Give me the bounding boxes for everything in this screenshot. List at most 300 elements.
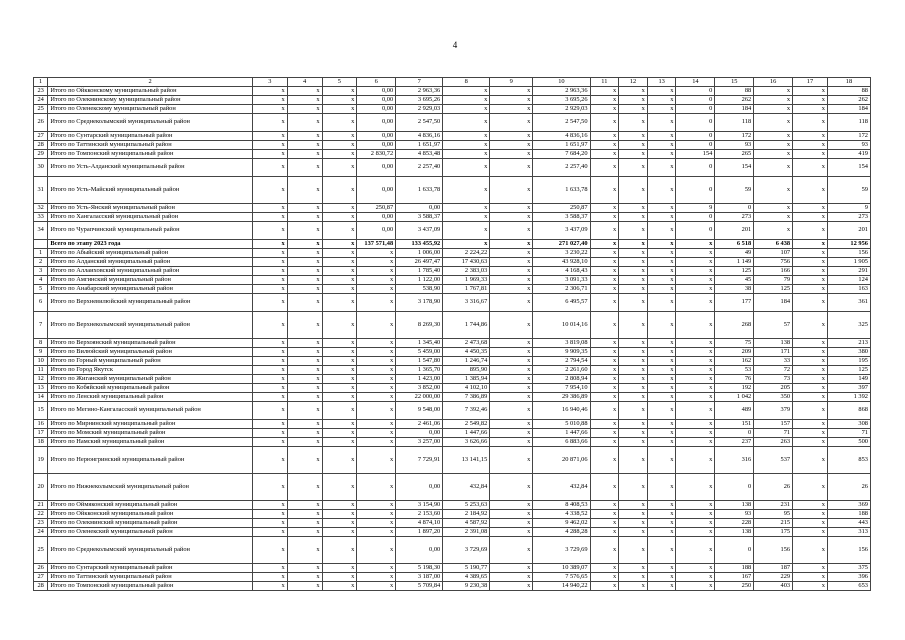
value-cell: 138: [715, 528, 754, 537]
table-row: [34, 393, 871, 402]
column-number-cell: 18: [827, 78, 870, 87]
value-cell: x: [676, 447, 715, 474]
value-cell: 0,00: [396, 537, 443, 564]
value-cell: 4 450,35: [443, 348, 490, 357]
value-cell: 75: [715, 339, 754, 348]
value-cell: x: [590, 213, 619, 222]
row-number-cell: 12: [34, 375, 48, 384]
value-cell: x: [647, 240, 676, 249]
value-cell: x: [252, 339, 287, 348]
value-cell: x: [357, 429, 396, 438]
value-cell: x: [647, 447, 676, 474]
value-cell: 2 473,68: [443, 339, 490, 348]
value-cell: x: [590, 285, 619, 294]
district-name-cell: Итого по Намский муниципальный район: [48, 438, 253, 447]
value-cell: 29 386,89: [533, 393, 590, 402]
value-cell: x: [490, 159, 533, 177]
value-cell: x: [793, 267, 828, 276]
column-number-cell: 7: [396, 78, 443, 87]
value-cell: x: [590, 276, 619, 285]
row-number-cell: 3: [34, 267, 48, 276]
value-cell: 3 230,22: [533, 249, 590, 258]
value-cell: x: [676, 294, 715, 312]
value-cell: x: [676, 519, 715, 528]
value-cell: x: [619, 249, 648, 258]
value-cell: x: [590, 420, 619, 429]
value-cell: x: [287, 213, 322, 222]
value-cell: x: [322, 366, 357, 375]
row-number-cell: 2: [34, 258, 48, 267]
value-cell: 1 744,86: [443, 312, 490, 339]
value-cell: 273: [827, 213, 870, 222]
value-cell: 9 230,38: [443, 582, 490, 591]
value-cell: 229: [754, 573, 793, 582]
value-cell: x: [590, 366, 619, 375]
value-cell: 53: [715, 366, 754, 375]
value-cell: x: [619, 87, 648, 96]
value-cell: x: [793, 564, 828, 573]
value-cell: 2 929,03: [396, 105, 443, 114]
value-cell: x: [490, 348, 533, 357]
value-cell: x: [252, 474, 287, 501]
row-number-cell: 25: [34, 105, 48, 114]
row-number-cell: 14: [34, 393, 48, 402]
value-cell: 118: [827, 114, 870, 132]
value-cell: 1 042: [715, 393, 754, 402]
value-cell: x: [490, 87, 533, 96]
value-cell: x: [619, 240, 648, 249]
value-cell: 205: [754, 384, 793, 393]
value-cell: 0,00: [396, 429, 443, 438]
value-cell: 3 695,26: [533, 96, 590, 105]
value-cell: x: [793, 348, 828, 357]
value-cell: 7 954,10: [533, 384, 590, 393]
value-cell: x: [252, 429, 287, 438]
value-cell: 1 633,78: [396, 177, 443, 204]
table-row: [34, 312, 871, 339]
column-number-cell: 16: [754, 78, 793, 87]
value-cell: x: [619, 564, 648, 573]
value-cell: x: [322, 258, 357, 267]
value-cell: x: [676, 393, 715, 402]
district-name-cell: Итого по Анабарский муниципальный район: [48, 285, 253, 294]
value-cell: x: [647, 429, 676, 438]
value-cell: 250,87: [357, 204, 396, 213]
value-cell: 184: [827, 105, 870, 114]
value-cell: x: [590, 222, 619, 240]
value-cell: x: [619, 348, 648, 357]
value-cell: 2 549,82: [443, 420, 490, 429]
value-cell: x: [287, 429, 322, 438]
value-cell: 195: [827, 357, 870, 366]
value-cell: 149: [827, 375, 870, 384]
row-number-cell: 27: [34, 573, 48, 582]
value-cell: x: [676, 420, 715, 429]
value-cell: x: [252, 105, 287, 114]
value-cell: x: [490, 204, 533, 213]
value-cell: x: [287, 402, 322, 420]
value-cell: 7 729,91: [396, 447, 443, 474]
value-cell: 20 871,06: [533, 447, 590, 474]
value-cell: x: [590, 438, 619, 447]
value-cell: 8 408,53: [533, 501, 590, 510]
value-cell: x: [676, 267, 715, 276]
value-cell: x: [252, 393, 287, 402]
row-number-cell: 32: [34, 204, 48, 213]
value-cell: x: [647, 348, 676, 357]
value-cell: x: [322, 222, 357, 240]
table-row: [34, 177, 871, 204]
column-number-cell: 2: [48, 78, 253, 87]
value-cell: x: [647, 276, 676, 285]
value-cell: 0: [715, 204, 754, 213]
value-cell: x: [252, 384, 287, 393]
value-cell: x: [590, 150, 619, 159]
table-row: [34, 249, 871, 258]
value-cell: x: [590, 393, 619, 402]
value-cell: x: [793, 87, 828, 96]
value-cell: 3 729,69: [533, 537, 590, 564]
value-cell: 59: [827, 177, 870, 204]
value-cell: x: [252, 582, 287, 591]
value-cell: x: [793, 312, 828, 339]
value-cell: x: [754, 96, 793, 105]
value-cell: 263: [754, 438, 793, 447]
value-cell: x: [793, 204, 828, 213]
value-cell: x: [287, 573, 322, 582]
value-cell: x: [647, 510, 676, 519]
value-cell: x: [322, 240, 357, 249]
value-cell: x: [647, 204, 676, 213]
value-cell: 213: [827, 339, 870, 348]
value-cell: 1 969,33: [443, 276, 490, 285]
value-cell: x: [676, 276, 715, 285]
value-cell: 369: [827, 501, 870, 510]
table-row: [34, 474, 871, 501]
value-cell: x: [647, 87, 676, 96]
value-cell: x: [443, 105, 490, 114]
value-cell: x: [754, 213, 793, 222]
value-cell: 895,90: [443, 366, 490, 375]
value-cell: 1 006,00: [396, 249, 443, 258]
value-cell: 1 905: [827, 258, 870, 267]
value-cell: x: [490, 537, 533, 564]
value-cell: x: [793, 114, 828, 132]
row-number-cell: 4: [34, 276, 48, 285]
value-cell: x: [322, 393, 357, 402]
value-cell: x: [357, 402, 396, 420]
value-cell: x: [590, 573, 619, 582]
table-row: [34, 384, 871, 393]
value-cell: x: [322, 285, 357, 294]
value-cell: 26: [754, 474, 793, 501]
value-cell: x: [619, 519, 648, 528]
value-cell: 209: [715, 348, 754, 357]
value-cell: x: [793, 582, 828, 591]
value-cell: 0,00: [357, 105, 396, 114]
value-cell: 156: [827, 537, 870, 564]
district-name-cell: Итого по Верхневилюйский муниципальный район: [48, 294, 253, 312]
value-cell: x: [676, 537, 715, 564]
value-cell: 3 588,37: [533, 213, 590, 222]
value-cell: x: [357, 528, 396, 537]
value-cell: x: [287, 564, 322, 573]
value-cell: x: [676, 402, 715, 420]
value-cell: 6 495,57: [533, 294, 590, 312]
table-row: [34, 87, 871, 96]
value-cell: x: [647, 258, 676, 267]
value-cell: x: [490, 384, 533, 393]
value-cell: x: [590, 348, 619, 357]
value-cell: x: [647, 375, 676, 384]
value-cell: 156: [827, 249, 870, 258]
value-cell: x: [252, 438, 287, 447]
value-cell: x: [490, 474, 533, 501]
value-cell: x: [647, 573, 676, 582]
value-cell: 653: [827, 582, 870, 591]
row-number-cell: 25: [34, 537, 48, 564]
table-row: [34, 285, 871, 294]
district-name-cell: Итого по Горный муниципальный район: [48, 357, 253, 366]
value-cell: x: [647, 528, 676, 537]
value-cell: 5 198,30: [396, 564, 443, 573]
table-row: [34, 510, 871, 519]
value-cell: x: [619, 528, 648, 537]
value-cell: 6 438: [754, 240, 793, 249]
value-cell: 156: [754, 537, 793, 564]
value-cell: 0: [676, 96, 715, 105]
value-cell: 350: [754, 393, 793, 402]
value-cell: x: [647, 366, 676, 375]
value-cell: x: [647, 213, 676, 222]
value-cell: x: [490, 285, 533, 294]
value-cell: 5 190,77: [443, 564, 490, 573]
value-cell: 7 576,65: [533, 573, 590, 582]
value-cell: 5 010,88: [533, 420, 590, 429]
value-cell: 1 447,66: [533, 429, 590, 438]
value-cell: x: [490, 213, 533, 222]
value-cell: x: [490, 357, 533, 366]
value-cell: 72: [754, 366, 793, 375]
value-cell: 0,00: [357, 87, 396, 96]
row-number-cell: [34, 240, 48, 249]
value-cell: x: [590, 447, 619, 474]
table-row: [34, 357, 871, 366]
value-cell: 13 141,15: [443, 447, 490, 474]
value-cell: x: [590, 267, 619, 276]
value-cell: x: [287, 276, 322, 285]
value-cell: x: [619, 294, 648, 312]
value-cell: x: [252, 357, 287, 366]
value-cell: x: [590, 375, 619, 384]
value-cell: 0,00: [357, 141, 396, 150]
value-cell: 3 437,09: [396, 222, 443, 240]
value-cell: x: [619, 339, 648, 348]
value-cell: x: [793, 528, 828, 537]
value-cell: x: [443, 114, 490, 132]
value-cell: x: [287, 114, 322, 132]
value-cell: x: [287, 267, 322, 276]
value-cell: 71: [827, 429, 870, 438]
value-cell: 88: [827, 87, 870, 96]
value-cell: 268: [715, 312, 754, 339]
district-name-cell: Итого по Аллаиховский муниципальный район: [48, 267, 253, 276]
value-cell: x: [357, 258, 396, 267]
value-cell: x: [357, 420, 396, 429]
value-cell: x: [619, 204, 648, 213]
value-cell: x: [490, 150, 533, 159]
value-cell: x: [793, 402, 828, 420]
value-cell: x: [619, 501, 648, 510]
value-cell: x: [676, 285, 715, 294]
value-cell: 756: [754, 258, 793, 267]
value-cell: x: [443, 87, 490, 96]
value-cell: 49: [715, 249, 754, 258]
value-cell: x: [443, 96, 490, 105]
value-cell: x: [676, 339, 715, 348]
value-cell: x: [754, 141, 793, 150]
table-row: [34, 213, 871, 222]
value-cell: x: [619, 393, 648, 402]
value-cell: x: [322, 339, 357, 348]
value-cell: 57: [754, 312, 793, 339]
value-cell: x: [676, 384, 715, 393]
value-cell: x: [357, 312, 396, 339]
value-cell: 379: [754, 402, 793, 420]
value-cell: 118: [715, 114, 754, 132]
district-name-cell: Итого по Мегино-Кангаласский муниципальный район: [48, 402, 253, 420]
table-row: [34, 276, 871, 285]
value-cell: 9: [676, 204, 715, 213]
value-cell: x: [322, 438, 357, 447]
district-name-cell: Итого по Томпонский муниципальный район: [48, 582, 253, 591]
value-cell: 538,90: [396, 285, 443, 294]
total-row: [34, 240, 871, 249]
column-number-cell: 12: [619, 78, 648, 87]
value-cell: 1 547,80: [396, 357, 443, 366]
value-cell: x: [357, 474, 396, 501]
value-cell: x: [287, 348, 322, 357]
value-cell: x: [676, 474, 715, 501]
value-cell: x: [357, 375, 396, 384]
value-cell: x: [793, 213, 828, 222]
value-cell: x: [647, 96, 676, 105]
value-cell: x: [793, 420, 828, 429]
value-cell: x: [793, 384, 828, 393]
value-cell: 231: [754, 501, 793, 510]
value-cell: x: [590, 528, 619, 537]
value-cell: 22 000,00: [396, 393, 443, 402]
value-cell: 26 497,47: [396, 258, 443, 267]
value-cell: x: [590, 258, 619, 267]
row-number-cell: 15: [34, 402, 48, 420]
value-cell: x: [647, 177, 676, 204]
value-cell: 0,00: [396, 474, 443, 501]
row-number-cell: 27: [34, 132, 48, 141]
value-cell: 2 794,54: [533, 357, 590, 366]
district-name-cell: Итого по Оймяконский муниципальный район: [48, 501, 253, 510]
value-cell: x: [252, 204, 287, 213]
value-cell: x: [619, 438, 648, 447]
value-cell: x: [252, 114, 287, 132]
value-cell: 26: [827, 474, 870, 501]
value-cell: x: [322, 267, 357, 276]
value-cell: x: [490, 294, 533, 312]
district-name-cell: Итого по Город Якутск: [48, 366, 253, 375]
value-cell: 9 548,00: [396, 402, 443, 420]
value-cell: 0,00: [357, 159, 396, 177]
value-cell: 2 808,94: [533, 375, 590, 384]
table-row: [34, 501, 871, 510]
value-cell: 154: [715, 159, 754, 177]
value-cell: 3 626,66: [443, 438, 490, 447]
value-cell: x: [754, 105, 793, 114]
value-cell: 1 246,74: [443, 357, 490, 366]
value-cell: 184: [754, 294, 793, 312]
value-cell: 0: [676, 159, 715, 177]
value-cell: 177: [715, 294, 754, 312]
value-cell: 166: [754, 267, 793, 276]
value-cell: x: [647, 249, 676, 258]
value-cell: x: [322, 510, 357, 519]
value-cell: x: [443, 159, 490, 177]
value-cell: x: [252, 537, 287, 564]
value-cell: x: [590, 429, 619, 438]
value-cell: 3 819,08: [533, 339, 590, 348]
value-cell: 432,84: [443, 474, 490, 501]
value-cell: 537: [754, 447, 793, 474]
value-cell: x: [357, 537, 396, 564]
value-cell: 265: [715, 150, 754, 159]
value-cell: 3 437,09: [533, 222, 590, 240]
value-cell: x: [322, 564, 357, 573]
value-cell: x: [647, 393, 676, 402]
value-cell: x: [287, 87, 322, 96]
district-name-cell: Итого по Мирнинский муниципальный район: [48, 420, 253, 429]
column-number-cell: 9: [490, 78, 533, 87]
value-cell: x: [252, 87, 287, 96]
value-cell: x: [287, 384, 322, 393]
value-cell: x: [287, 420, 322, 429]
value-cell: 38: [715, 285, 754, 294]
value-cell: x: [793, 393, 828, 402]
value-cell: x: [357, 519, 396, 528]
value-cell: x: [252, 366, 287, 375]
value-cell: x: [619, 114, 648, 132]
value-cell: x: [252, 348, 287, 357]
value-cell: x: [287, 519, 322, 528]
row-number-cell: 20: [34, 474, 48, 501]
value-cell: 1 651,97: [533, 141, 590, 150]
column-number-cell: 17: [793, 78, 828, 87]
value-cell: 154: [827, 159, 870, 177]
value-cell: x: [647, 420, 676, 429]
value-cell: 2 306,71: [533, 285, 590, 294]
table-row: [34, 438, 871, 447]
column-number-cell: 5: [322, 78, 357, 87]
value-cell: 125: [754, 285, 793, 294]
row-number-cell: 19: [34, 447, 48, 474]
value-cell: x: [647, 114, 676, 132]
district-name-cell: Итого по Олекминскому муниципальный район: [48, 96, 253, 105]
value-cell: x: [647, 384, 676, 393]
value-cell: x: [322, 420, 357, 429]
value-cell: x: [619, 582, 648, 591]
value-cell: x: [357, 339, 396, 348]
row-number-cell: 33: [34, 213, 48, 222]
value-cell: 443: [827, 519, 870, 528]
value-cell: x: [676, 564, 715, 573]
